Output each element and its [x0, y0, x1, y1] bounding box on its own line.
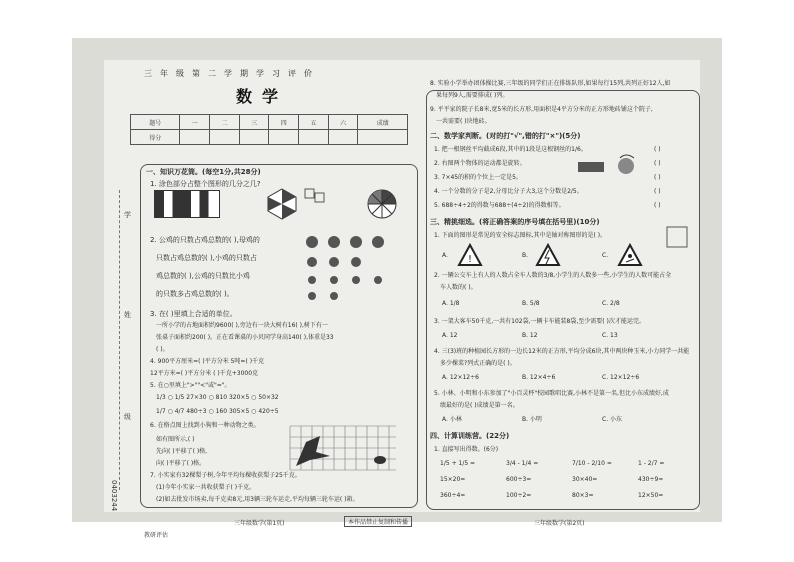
- exam-title: 三年级第二学期学习评价: [144, 69, 320, 78]
- subject-title: 数学: [236, 87, 289, 106]
- hexagon-figure: [266, 188, 298, 220]
- choice-3-option-c: C. 13: [602, 332, 618, 339]
- footer-page-1: 三年级数学(第1页): [234, 520, 285, 527]
- question-6-line3: 先向( )平移了( )格,: [156, 448, 208, 455]
- choice-2-option-b: B. 5/8: [522, 300, 540, 307]
- footer-page-2: 三年级数学(第2页): [534, 520, 585, 527]
- question-3-line1: 3. 在( )里填上合适的单位。: [150, 310, 237, 318]
- choice-1-option-a: A.: [442, 252, 448, 259]
- warning-sign-icon: [458, 244, 482, 266]
- scanned-photo: [72, 38, 722, 539]
- pie-circle-figure: [366, 188, 398, 220]
- choice-2-option-c: C. 2/8: [602, 300, 620, 307]
- calc-subtitle: 1. 直接写出得数。(6分): [434, 446, 499, 453]
- choice-4-line1: 4. 三(3)班的种植园长方形的一边长12米的正方形,平均分成6块,其中两块种玉米,小力同学一共能: [434, 348, 690, 355]
- question-3-line4: ( )。: [156, 346, 169, 353]
- section-1-title: 一、知识万花筒。(每空1分,共28分): [146, 168, 261, 176]
- points-cell[interactable]: [239, 130, 269, 145]
- svg-text:!: !: [468, 254, 473, 265]
- question-4-line1: 4. 900平方厘米=( )平方分米 5吨=( )千克: [150, 358, 265, 365]
- answer-paren[interactable]: ( ): [654, 202, 661, 209]
- choice-4-line2: 多少棵菜?列式正确的是( )。: [440, 360, 516, 367]
- question-2-line2: 只数占鸡总数的( ),小鸡的只数占: [156, 254, 257, 262]
- points-cell[interactable]: [180, 130, 210, 145]
- score-table: [130, 114, 408, 145]
- choice-2-line2: 车人数的( )。: [440, 284, 477, 291]
- calc-item: 100÷2=: [506, 492, 532, 499]
- choice-5-option-a: A. 小林: [442, 416, 462, 423]
- calc-item: 1/5 + 1/5 =: [440, 460, 476, 467]
- binding-label-3: 级: [124, 413, 131, 421]
- score-col: 二: [210, 115, 240, 130]
- calc-item: 360÷4=: [440, 492, 466, 499]
- judge-5: 5. 688÷4÷2的得数与688÷(4÷2)的得数相等。: [434, 202, 565, 209]
- answer-paren[interactable]: ( ): [654, 146, 661, 153]
- choice-5-line1: 5. 小林、小明和小东参加了"小百灵杯"校园歌唱比赛,小林不是第一名,但比小东成绩好,成: [434, 390, 669, 397]
- rotation-objects-figure: [576, 152, 646, 178]
- grid-translation-figure: [290, 426, 396, 470]
- question-9-line1: 9. 平平家的院子长8米,宽5米的长方形,用面积是4平方分米的正方形地砖铺这个院子,: [430, 106, 653, 113]
- answer-square: [666, 226, 688, 248]
- calc-item: 15×20=: [440, 476, 466, 483]
- calc-item: 600÷3=: [506, 476, 532, 483]
- exam-sheet: [104, 60, 700, 539]
- score-col: 五: [299, 115, 329, 130]
- footer-stamp: 本作品禁止复制和传播: [344, 516, 412, 527]
- calc-item: 30×40=: [572, 476, 598, 483]
- binding-line: [119, 190, 120, 490]
- judge-2: 2. 右图两个物体的运动都是旋转。: [434, 160, 526, 167]
- judge-1: 1. 把一根钢丝平均截成6段,其中的1段是这根钢丝的1/6。: [434, 146, 587, 153]
- choice-5-option-b: B. 小明: [522, 416, 542, 423]
- calc-item: 80×3=: [572, 492, 594, 499]
- choice-4-option-b: B. 12×4÷6: [522, 374, 556, 381]
- score-col: 六: [328, 115, 358, 130]
- question-7-line1: 7. 小实家有32棵梨子树,今年平均每棵收获梨子25千克。: [150, 472, 301, 479]
- section-3-title: 三、精挑细选。(将正确答案的序号填在括号里)(10分): [430, 218, 600, 226]
- judge-4: 4. 一个分数的分子是2,分母比分子大3,这个分数是2/5。: [434, 188, 583, 195]
- question-5-row1: 1/3 ○ 1/5 27×30 ○ 810 320×5 ○ 50×32: [156, 394, 279, 401]
- small-box-figure: [304, 188, 326, 206]
- footer-left: 教研评估: [144, 532, 169, 539]
- chickens-illustration: [298, 232, 410, 306]
- choice-1-option-b: B.: [522, 252, 529, 259]
- question-8-line2: 果每列9人,需要排成( )列。: [436, 92, 509, 99]
- choice-1: 1. 下面的图形是常见的安全标志图标,其中是轴对称图形的是( )。: [434, 232, 607, 239]
- answer-paren[interactable]: ( ): [654, 174, 661, 181]
- question-2-line1: 2. 公鸡的只数占鸡总数的( ),母鸡的: [150, 236, 260, 244]
- striped-rectangle-figure: [154, 190, 220, 218]
- question-4-line2: 12平方米=( )平方分米 ( )千克+3000克: [150, 370, 259, 377]
- answer-paren[interactable]: ( ): [654, 160, 661, 167]
- calc-item: 1 - 2/7 =: [638, 460, 665, 467]
- points-row-label: 得分: [131, 130, 180, 145]
- choice-5-option-c: C. 小东: [602, 416, 623, 423]
- choice-4-option-c: C. 12×12÷6: [602, 374, 640, 381]
- choice-3-option-b: B. 12: [522, 332, 538, 339]
- question-3-line3: 张桌子面积约200( )。正在看课桌的小贝同学身高140( ),体重是33: [156, 334, 334, 341]
- right-page: [426, 60, 700, 512]
- question-1: 1. 涂色部分占整个图形的几分之几?: [150, 180, 261, 188]
- score-col: 一: [180, 115, 210, 130]
- calc-item: 3/4 - 1/4 =: [506, 460, 539, 467]
- score-row-label: 题号: [131, 115, 180, 130]
- answer-paren[interactable]: ( ): [654, 188, 661, 195]
- score-col: 成绩: [358, 115, 408, 130]
- binding-label-2: 姓: [124, 311, 131, 319]
- score-col: 四: [269, 115, 299, 130]
- question-2-line4: 的只数多占鸡总数的( )。: [156, 290, 234, 298]
- points-cell[interactable]: [328, 130, 358, 145]
- electric-hazard-icon: [536, 244, 560, 266]
- section-4-title: 四、计算训练营。(22分): [430, 432, 510, 440]
- question-9-line2: 一共需要( )块地砖。: [436, 118, 491, 125]
- section-2-title: 二、数学家判断。(对的打"√",错的打"×")(5分): [430, 132, 581, 140]
- question-6-line4: 向( )平移了( )格。: [156, 460, 206, 467]
- question-7-line2: (1)今年小实家一共收获梨子( )千克。: [156, 484, 256, 491]
- points-cell[interactable]: [269, 130, 299, 145]
- side-code: 0403244: [110, 480, 118, 512]
- judge-3: 3. 7×45的积的个位上一定是5。: [434, 174, 522, 181]
- points-cell[interactable]: [299, 130, 329, 145]
- question-7-line3: (2)如去批发市场卖,每千克卖8元,用3辆三轮车运走,平均每辆三轮车运( )箱。: [156, 496, 359, 503]
- choice-4-option-a: A. 12×12÷6: [442, 374, 479, 381]
- calc-item: 12×50=: [638, 492, 664, 499]
- calc-item: 430÷9≈: [638, 476, 664, 483]
- choice-1-option-c: C.: [602, 252, 609, 259]
- question-5-title: 5. 在○里填上">""<"或"="。: [150, 382, 231, 389]
- question-3-line2: 一所小学的占地面积约9600( ),旁边有一块大树有16( ),树下有一: [156, 322, 328, 329]
- question-8-line1: 8. 实验小学举办团体操比赛,三年级的同学们正在排练队形,如果每行15列,共列正好12人,如: [430, 80, 671, 87]
- choice-3: 3. 一架大客车50千克,一共有102袋,一辆卡车能装8袋,至少需要( )次才能运完。: [434, 318, 645, 325]
- question-2-line3: 鸡总数的( ),公鸡的只数比小鸡: [156, 272, 250, 280]
- points-cell[interactable]: [210, 130, 240, 145]
- slip-hazard-icon: [618, 244, 642, 266]
- choice-3-option-a: A. 12: [442, 332, 458, 339]
- binding-label-1: 学: [124, 211, 131, 219]
- question-5-row2: 1/7 ○ 4/7 480÷3 ○ 160 305×5 ○ 420÷5: [156, 408, 279, 415]
- choice-5-line2: 绩最好的是( )成绩是第一名。: [440, 402, 519, 409]
- question-6-line1: 6. 在格点图上找到小狗和一种动物之类。: [150, 422, 260, 429]
- question-6-line2: 如有图所示,( ): [156, 436, 195, 443]
- choice-2-option-a: A. 1/8: [442, 300, 460, 307]
- score-col: 三: [239, 115, 269, 130]
- choice-2-line1: 2. 一辆公交车上有人的人数占全车人数的3/8,小学生的人数多一些,小学生的人数可能占全: [434, 272, 672, 279]
- calc-item: 7/10 - 2/10 =: [572, 460, 612, 467]
- points-cell[interactable]: [358, 130, 408, 145]
